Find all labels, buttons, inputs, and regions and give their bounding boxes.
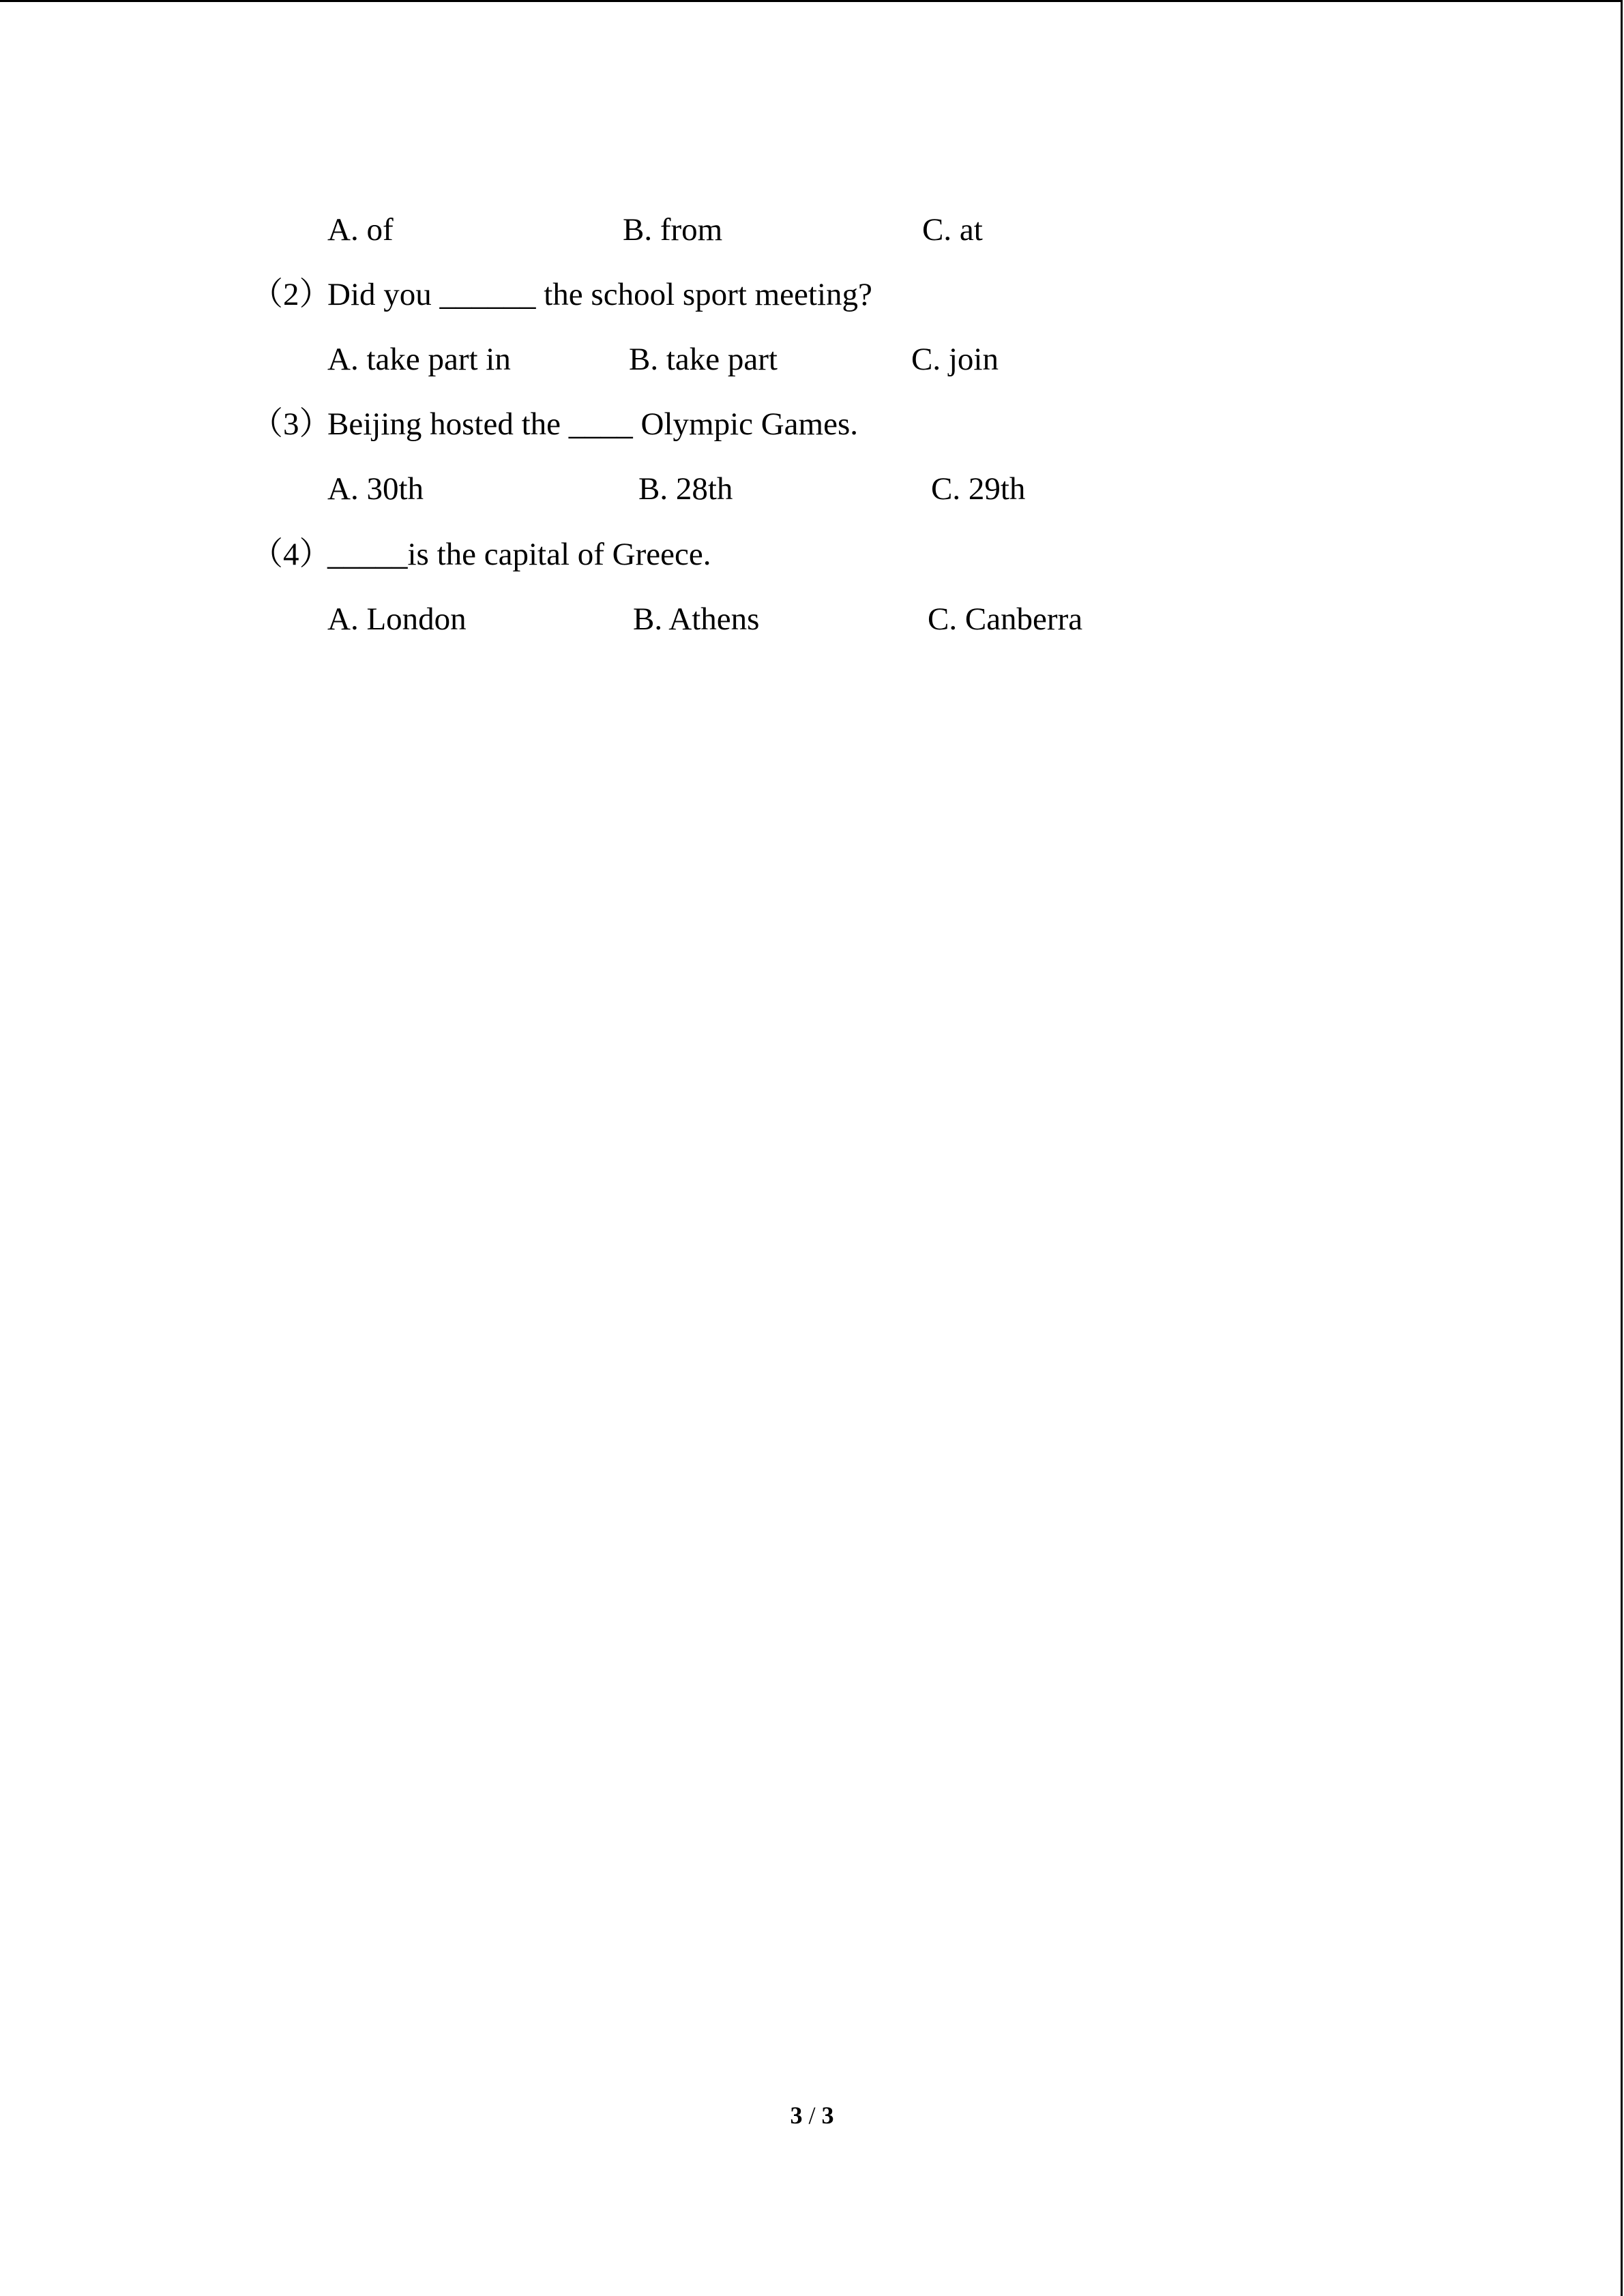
q1-option-a: A. of bbox=[327, 212, 394, 248]
q3-text: Beijing hosted the ____ Olympic Games. bbox=[327, 406, 859, 442]
q1-option-b: B. from bbox=[623, 212, 723, 248]
q4-option-c: C. Canberra bbox=[928, 601, 1083, 637]
q4-text: _____is the capital of Greece. bbox=[327, 537, 711, 572]
q3-option-a: A. 30th bbox=[327, 471, 424, 507]
q2-option-b: B. take part bbox=[629, 342, 778, 377]
q2-number: （2） bbox=[251, 277, 331, 312]
page-separator: / bbox=[802, 2102, 822, 2129]
q4-option-b: B. Athens bbox=[633, 601, 760, 637]
page-total: 3 bbox=[821, 2102, 834, 2129]
q1-option-c: C. at bbox=[922, 212, 983, 248]
q4-number: （4） bbox=[251, 537, 331, 572]
q2-text: Did you ______ the school sport meeting? bbox=[327, 277, 872, 312]
q2-option-c: C. join bbox=[911, 342, 999, 377]
page-number bbox=[0, 2100, 1624, 2130]
q3-option-c: C. 29th bbox=[931, 471, 1026, 507]
q2-option-a: A. take part in bbox=[327, 342, 511, 377]
page-current: 3 bbox=[790, 2102, 803, 2129]
q3-number: （3） bbox=[251, 406, 331, 442]
q3-option-b: B. 28th bbox=[638, 471, 733, 507]
q4-option-a: A. London bbox=[327, 601, 467, 637]
